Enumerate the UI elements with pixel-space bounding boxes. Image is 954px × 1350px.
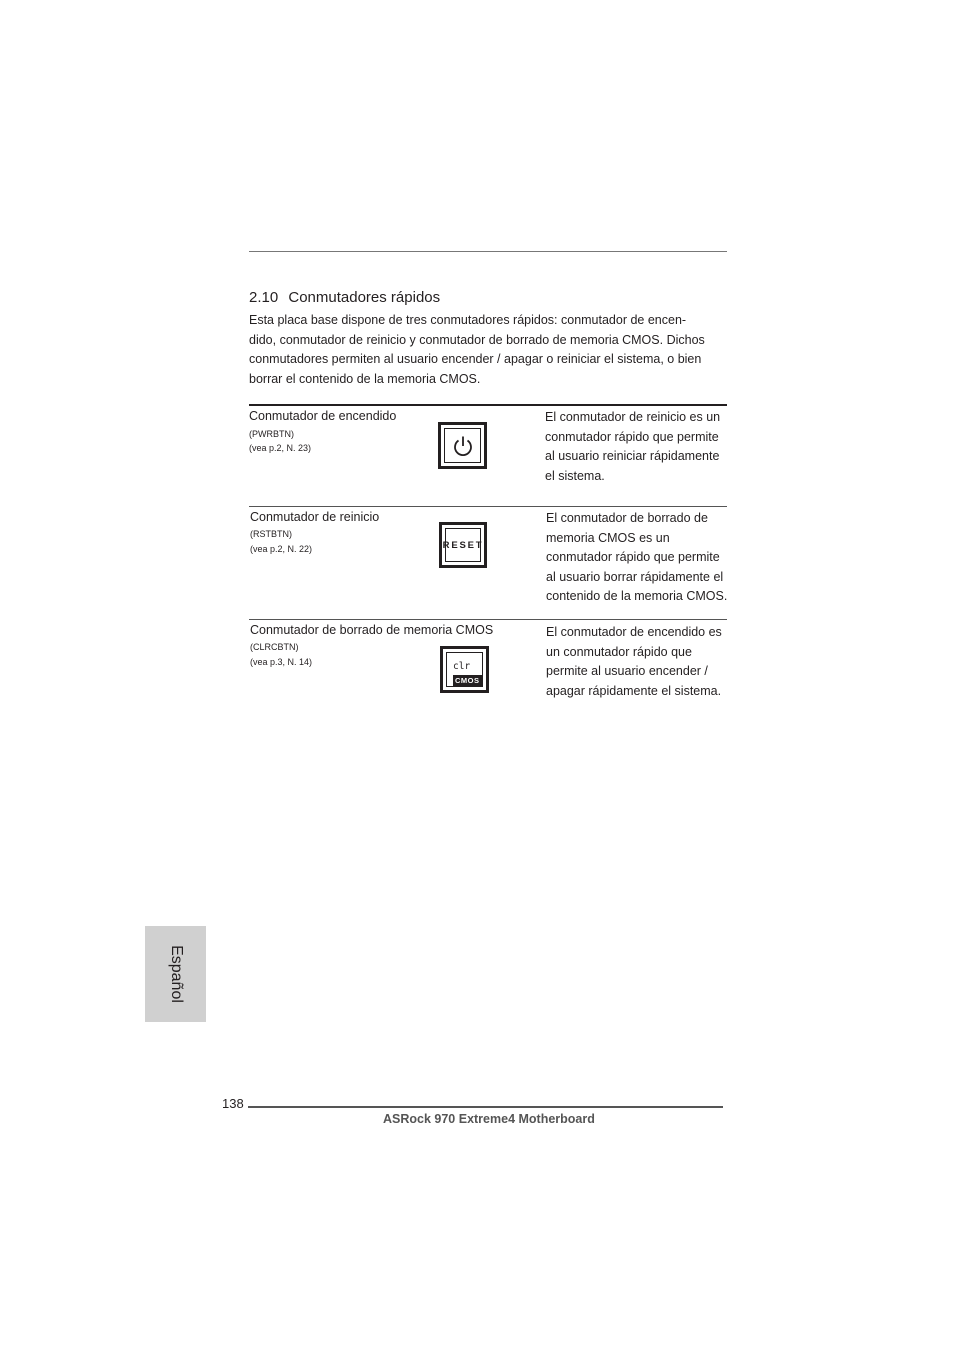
- intro-line: dido, conmutador de reinicio y conmutador de borrado de memoria CMOS. Dichos: [249, 332, 705, 347]
- section-title: Conmutadores rápidos: [288, 289, 441, 306]
- switch-name: Conmutador de encendido: [249, 409, 397, 423]
- footer-rule: [248, 1106, 723, 1108]
- switch-ref: (vea p.2, N. 23): [249, 443, 312, 453]
- desc-line: permite al usuario encender /: [546, 664, 708, 678]
- desc-line: contenido de la memoria CMOS.: [546, 589, 728, 603]
- footer-product: ASRock 970 Extreme4 Motherboard: [383, 1112, 595, 1126]
- desc-line: conmutador rápido que permite: [546, 550, 720, 564]
- switch-ref: (vea p.3, N. 14): [250, 657, 313, 667]
- power-symbol: [451, 434, 475, 458]
- cmos-label: CMOS: [455, 676, 480, 685]
- switch-description: [546, 509, 736, 607]
- clear-cmos-icon: [440, 646, 489, 693]
- desc-line: El conmutador de borrado de: [546, 511, 708, 525]
- desc-line: conmutador rápido que permite: [545, 429, 719, 444]
- language-tab-label: Español: [167, 945, 185, 1003]
- switch-code: (CLRCBTN): [250, 642, 299, 652]
- language-tab: [145, 926, 206, 1022]
- top-rule: [249, 251, 727, 252]
- section-heading: [249, 289, 440, 306]
- section-number: 2.10: [249, 289, 279, 306]
- desc-line: al usuario borrar rápidamente el: [546, 569, 724, 584]
- intro-line: conmutadores permiten al usuario encender / apagar o reiniciar el sistema, o bien: [249, 352, 702, 366]
- switch-name: Conmutador de borrado de memoria CMOS: [250, 623, 494, 637]
- power-icon: [438, 422, 487, 469]
- switch-description: [545, 408, 735, 486]
- intro-line: Esta placa base dispone de tres conmutadores rápidos: conmutador de encen-: [249, 313, 687, 327]
- reset-icon: [439, 522, 487, 568]
- desc-line: el sistema.: [545, 468, 605, 483]
- switch-description: [546, 623, 736, 701]
- intro-paragraph: [249, 311, 729, 389]
- switch-ref: (vea p.2, N. 22): [250, 544, 313, 554]
- desc-line: al usuario reiniciar rápidamente: [545, 449, 720, 463]
- switch-code: (PWRBTN): [249, 429, 294, 439]
- row-divider: [249, 619, 727, 620]
- switch-name: Conmutador de reinicio: [250, 510, 380, 524]
- table-top-rule: [249, 404, 727, 406]
- clr-label: clr: [453, 661, 471, 672]
- desc-line: El conmutador de reinicio es un: [545, 410, 721, 424]
- desc-line: un conmutador rápido que: [546, 644, 692, 659]
- desc-line: apagar rápidamente el sistema.: [546, 683, 722, 698]
- desc-line: El conmutador de encendido es: [546, 625, 722, 639]
- intro-line: borrar el contenido de la memoria CMOS.: [249, 371, 481, 386]
- desc-line: memoria CMOS es un: [546, 530, 670, 545]
- row-divider: [249, 506, 727, 507]
- reset-icon-label: RESET: [442, 539, 484, 551]
- page-number: 138: [222, 1096, 244, 1111]
- switch-code: (RSTBTN): [250, 529, 292, 539]
